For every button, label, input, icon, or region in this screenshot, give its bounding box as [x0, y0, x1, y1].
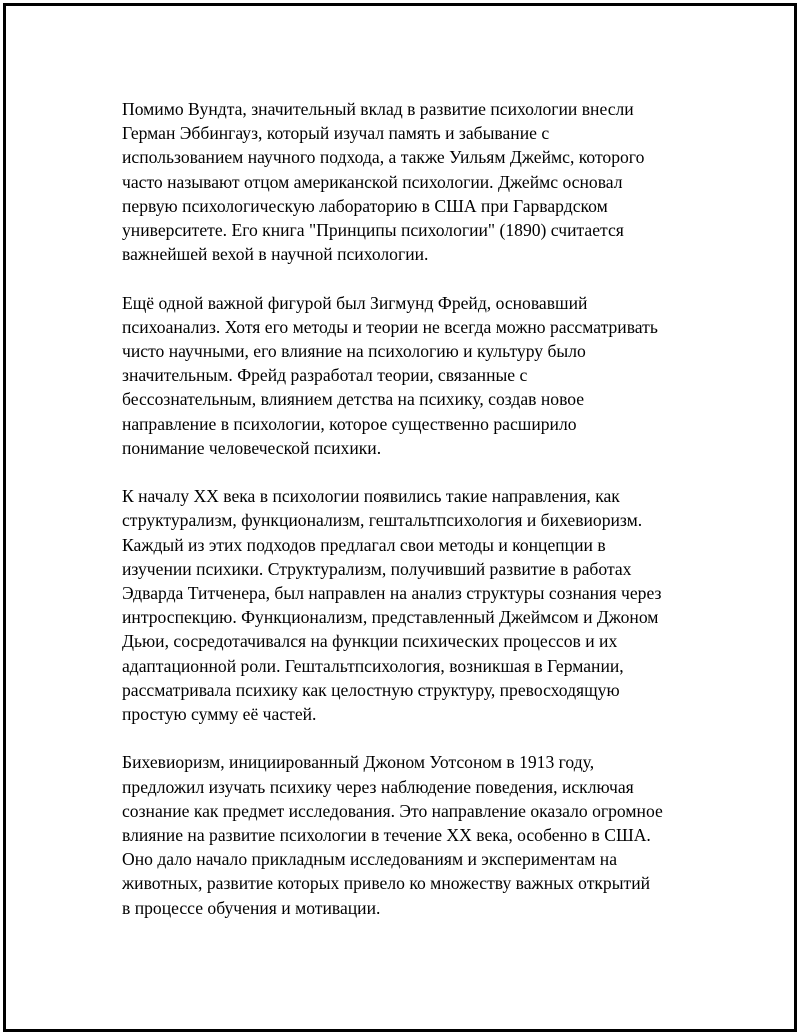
text-line: сознание как предмет исследования. Это направление оказало огромное: [122, 800, 663, 821]
text-line: в процессе обучения и мотивации.: [122, 897, 381, 918]
text-line: Помимо Вундта, значительный вклад в развитие психологии внесли: [122, 99, 634, 119]
text-line: Оно дало начало прикладным исследованиям и экспериментам на: [122, 849, 618, 870]
text-line: использованием научного подхода, а также Уильям Джеймс, которого: [122, 147, 645, 168]
text-line: предложил изучать психику через наблюдение поведения, исключая: [122, 776, 634, 797]
text-line: бессознательным, влиянием детства на психику, создав новое: [122, 389, 585, 410]
text-line: структурализм, функционализм, гештальтпсихология и бихевиоризм.: [122, 510, 643, 531]
paragraph-wundt-james: [122, 97, 712, 266]
text-line: рассматривала психику как целостную структуру, превосходящую: [122, 679, 620, 700]
text-line: Каждый из этих подходов предлагал свои методы и концепции в: [122, 534, 606, 555]
text-line: часто называют отцом американской психологии. Джеймс основал: [122, 171, 623, 192]
text-line: Эдварда Титченера, был направлен на анализ структуры сознания через: [122, 583, 662, 604]
text-line: значительным. Фрейд разработал теории, связанные с: [122, 365, 528, 386]
text-line: первую психологическую лабораторию в США при Гарвардском: [122, 195, 608, 216]
paragraph-freud: [122, 291, 712, 460]
paragraph-behaviorism: [122, 750, 712, 919]
text-line: Ещё одной важной фигурой был Зигмунд Фрейд, основавший: [122, 292, 588, 313]
text-line: важнейшей вехой в научной психологии.: [122, 244, 429, 265]
text-line: Бихевиоризм, инициированный Джоном Уотсоном в 1913 году,: [122, 752, 595, 773]
text-line: изучении психики. Структурализм, получивший развитие в работах: [122, 558, 632, 579]
paragraph-schools: [122, 484, 712, 726]
text-line: психоанализ. Хотя его методы и теории не всегда можно рассматривать: [122, 316, 658, 337]
text-line: Дьюи, сосредотачивался на функции психических процессов и их: [122, 631, 618, 652]
text-line: интроспекцию. Функционализм, представленный Джеймсом и Джоном: [122, 607, 659, 628]
text-line: направление в психологии, которое существенно расширило: [122, 413, 577, 434]
text-line: адаптационной роли. Гештальтпсихология, возникшая в Германии,: [122, 655, 624, 676]
text-line: университете. Его книга "Принципы психологии" (1890) считается: [122, 220, 624, 241]
document-body: [122, 97, 712, 920]
text-line: влияние на развитие психологии в течение XX века, особенно в США.: [122, 825, 651, 846]
page-frame: [3, 3, 797, 1032]
text-line: К началу XX века в психологии появились такие направления, как: [122, 486, 620, 507]
text-line: Герман Эббингауз, который изучал память и забывание с: [122, 123, 550, 144]
text-line: понимание человеческой психики.: [122, 437, 382, 458]
text-line: чисто научными, его влияние на психологию и культуру было: [122, 341, 586, 362]
text-line: животных, развитие которых привело ко множеству важных открытий: [122, 873, 651, 894]
text-line: простую сумму её частей.: [122, 704, 317, 725]
